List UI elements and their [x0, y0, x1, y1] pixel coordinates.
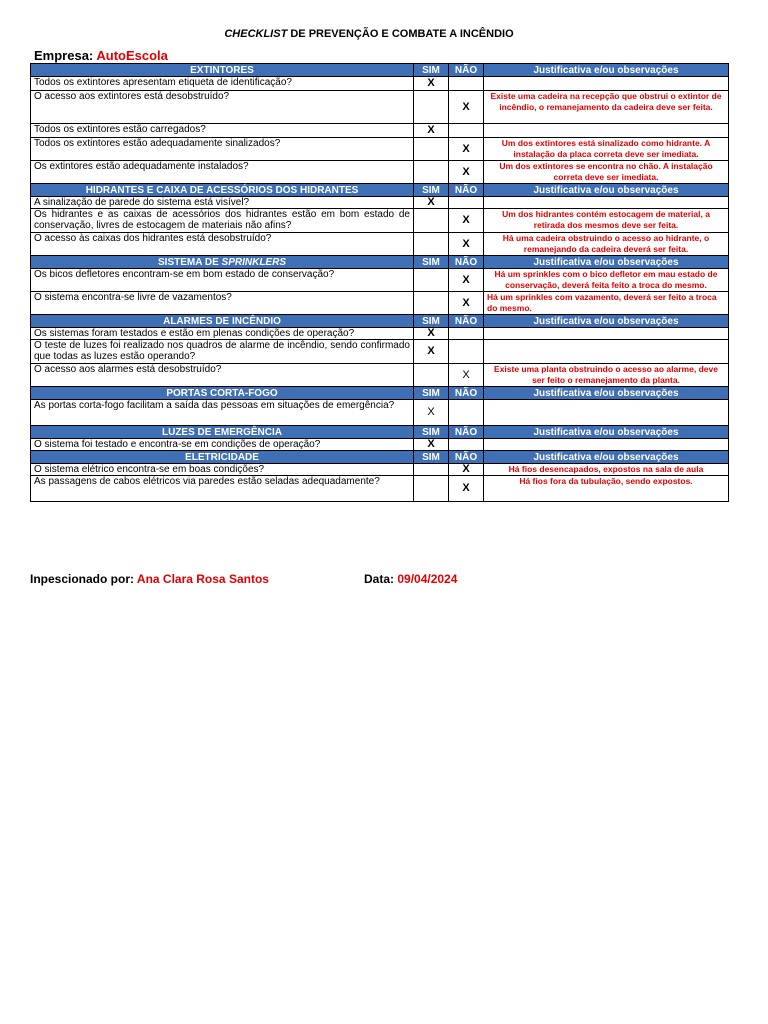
nao-header: NÃO	[449, 184, 484, 197]
question: Os hidrantes e as caixas de acessórios dos hidrantes estão em bom estado de conservação, livres de estocagem de materiais não afins?	[31, 209, 414, 233]
company-value: AutoEscola	[96, 48, 168, 63]
document-title	[0, 28, 738, 40]
sim-mark: X	[414, 124, 449, 138]
nao-mark: X	[449, 91, 484, 124]
question: O sistema foi testado e encontra-se em condições de operação?	[31, 439, 414, 451]
question: Os sistemas foram testados e estão em plenas condições de operação?	[31, 328, 414, 340]
justification-header: Justificativa e/ou observações	[484, 184, 729, 197]
sim-header: SIM	[414, 451, 449, 464]
observation: Um dos hidrantes contém estocagem de material, a retirada dos mesmos deve ser feita.	[484, 209, 729, 233]
nao-header: NÃO	[449, 256, 484, 269]
section-header-extintores	[31, 64, 729, 77]
sim-mark: X	[414, 340, 449, 364]
question: O sistema elétrico encontra-se em boas condições?	[31, 464, 414, 476]
section-title: LUZES DE EMERGÊNCIA	[31, 426, 414, 439]
table-row	[31, 340, 729, 364]
observation: Há um sprinkles com o bico defletor em mau estado de conservação, deverá feita feito a troca do mesmo.	[484, 269, 729, 292]
title-rest: DE PREVENÇÃO E COMBATE A INCÊNDIO	[287, 28, 514, 40]
sim-header: SIM	[414, 256, 449, 269]
inspector-name: Ana Clara Rosa Santos	[136, 572, 269, 586]
nao-mark: X	[449, 476, 484, 502]
sim-mark	[414, 233, 449, 256]
observation: Um dos extintores se encontra no chão. A instalação correta deve ser imediata.	[484, 161, 729, 184]
question: Todos os extintores estão adequadamente sinalizados?	[31, 138, 414, 161]
sim-mark	[414, 476, 449, 502]
justification-header: Justificativa e/ou observações	[484, 64, 729, 77]
question: Todos os extintores apresentam etiqueta de identificação?	[31, 77, 414, 91]
table-row	[31, 77, 729, 91]
table-row	[31, 292, 729, 315]
observation: Um dos extintores está sinalizado como hidrante. A instalação da placa correta deve ser imediata.	[484, 138, 729, 161]
section-header-alarmes	[31, 315, 729, 328]
section-title-prefix: SISTEMA DE	[158, 256, 222, 268]
table-row	[31, 161, 729, 184]
nao-mark	[449, 400, 484, 426]
sim-mark	[414, 91, 449, 124]
table-row	[31, 400, 729, 426]
question: As portas corta-fogo facilitam a saída das pessoas em situações de emergência?	[31, 400, 414, 426]
justification-header: Justificativa e/ou observações	[484, 256, 729, 269]
date-label: Data:	[364, 572, 398, 586]
sim-mark: X	[414, 400, 449, 426]
table-row	[31, 233, 729, 256]
table-row	[31, 138, 729, 161]
sim-header: SIM	[414, 315, 449, 328]
nao-mark: X	[449, 161, 484, 184]
question: Os extintores estão adequadamente instalados?	[31, 161, 414, 184]
sim-mark	[414, 161, 449, 184]
nao-mark: X	[449, 292, 484, 315]
sim-header: SIM	[414, 184, 449, 197]
section-header-portas	[31, 387, 729, 400]
nao-mark	[449, 328, 484, 340]
company-label: Empresa:	[34, 48, 97, 63]
nao-header: NÃO	[449, 451, 484, 464]
section-header-hidrantes	[31, 184, 729, 197]
observation	[484, 340, 729, 364]
table-row	[31, 124, 729, 138]
table-row	[31, 439, 729, 451]
section-title-italic: SPRINKLERS	[221, 256, 286, 268]
section-title: PORTAS CORTA-FOGO	[31, 387, 414, 400]
observation: Há uma cadeira obstruindo o acesso ao hidrante, o remanejando da cadeira deverá ser feita.	[484, 233, 729, 256]
nao-mark	[449, 124, 484, 138]
table-row	[31, 197, 729, 209]
sim-header: SIM	[414, 426, 449, 439]
section-title: HIDRANTES E CAIXA DE ACESSÓRIOS DOS HIDRANTES	[31, 184, 414, 197]
nao-mark	[449, 77, 484, 91]
sim-mark: X	[414, 197, 449, 209]
observation	[484, 124, 729, 138]
observation: Há fios fora da tubulação, sendo expostos.	[484, 476, 729, 502]
sim-mark	[414, 269, 449, 292]
sim-header: SIM	[414, 387, 449, 400]
section-title: EXTINTORES	[31, 64, 414, 77]
observation	[484, 77, 729, 91]
company-line	[34, 48, 168, 63]
inspector-line	[30, 572, 269, 586]
question: O sistema encontra-se livre de vazamentos?	[31, 292, 414, 315]
table-row	[31, 364, 729, 387]
sim-mark: X	[414, 439, 449, 451]
date-line	[364, 572, 457, 586]
nao-header: NÃO	[449, 387, 484, 400]
title-italic: CHECKLIST	[224, 28, 288, 40]
justification-header: Justificativa e/ou observações	[484, 451, 729, 464]
date-value: 09/04/2024	[397, 572, 458, 586]
nao-mark: X	[449, 464, 484, 476]
observation: Há fios desencapados, expostos na sala de aula	[484, 464, 729, 476]
observation	[484, 400, 729, 426]
nao-mark: X	[449, 269, 484, 292]
question: A sinalização de parede do sistema está visível?	[31, 197, 414, 209]
nao-mark	[449, 197, 484, 209]
sim-mark	[414, 138, 449, 161]
nao-mark: X	[449, 209, 484, 233]
observation	[484, 197, 729, 209]
table-row	[31, 209, 729, 233]
nao-header: NÃO	[449, 426, 484, 439]
sim-mark	[414, 364, 449, 387]
table-row	[31, 269, 729, 292]
table-row	[31, 328, 729, 340]
justification-header: Justificativa e/ou observações	[484, 315, 729, 328]
nao-mark: X	[449, 233, 484, 256]
justification-header: Justificativa e/ou observações	[484, 426, 729, 439]
question: O acesso aos extintores está desobstruído?	[31, 91, 414, 124]
observation: Há um sprinkles com vazamento, deverá ser feito a troca do mesmo.	[484, 292, 729, 315]
section-title	[31, 256, 414, 269]
nao-mark	[449, 340, 484, 364]
observation: Existe uma cadeira na recepção que obstrui o extintor de incêndio, o remanejamento da cadeira deve ser feita.	[484, 91, 729, 124]
table-row	[31, 476, 729, 502]
sim-mark	[414, 464, 449, 476]
nao-header: NÃO	[449, 315, 484, 328]
sim-header: SIM	[414, 64, 449, 77]
question: O acesso aos alarmes está desobstruído?	[31, 364, 414, 387]
nao-mark	[449, 439, 484, 451]
section-title: ALARMES DE INCÊNDIO	[31, 315, 414, 328]
question: Todos os extintores estão carregados?	[31, 124, 414, 138]
section-header-sprinklers	[31, 256, 729, 269]
section-title: ELETRICIDADE	[31, 451, 414, 464]
table-row	[31, 464, 729, 476]
section-header-luzes	[31, 426, 729, 439]
question: As passagens de cabos elétricos via paredes estão seladas adequadamente?	[31, 476, 414, 502]
sim-mark: X	[414, 77, 449, 91]
observation	[484, 439, 729, 451]
observation: Existe uma planta obstruindo o acesso ao alarme, deve ser feito o remanejamento da planta.	[484, 364, 729, 387]
sim-mark: X	[414, 328, 449, 340]
section-header-eletricidade	[31, 451, 729, 464]
inspector-label: Inpescionado por:	[30, 572, 137, 586]
checklist-table	[30, 63, 729, 502]
sim-mark	[414, 209, 449, 233]
justification-header: Justificativa e/ou observações	[484, 387, 729, 400]
nao-mark: X	[449, 138, 484, 161]
table-row	[31, 91, 729, 124]
question: O teste de luzes foi realizado nos quadros de alarme de incêndio, sendo confirmado que todas as luzes estão operando?	[31, 340, 414, 364]
nao-header: NÃO	[449, 64, 484, 77]
observation	[484, 328, 729, 340]
question: Os bicos defletores encontram-se em bom estado de conservação?	[31, 269, 414, 292]
nao-mark: X	[449, 364, 484, 387]
sim-mark	[414, 292, 449, 315]
question: O acesso às caixas dos hidrantes está desobstruído?	[31, 233, 414, 256]
